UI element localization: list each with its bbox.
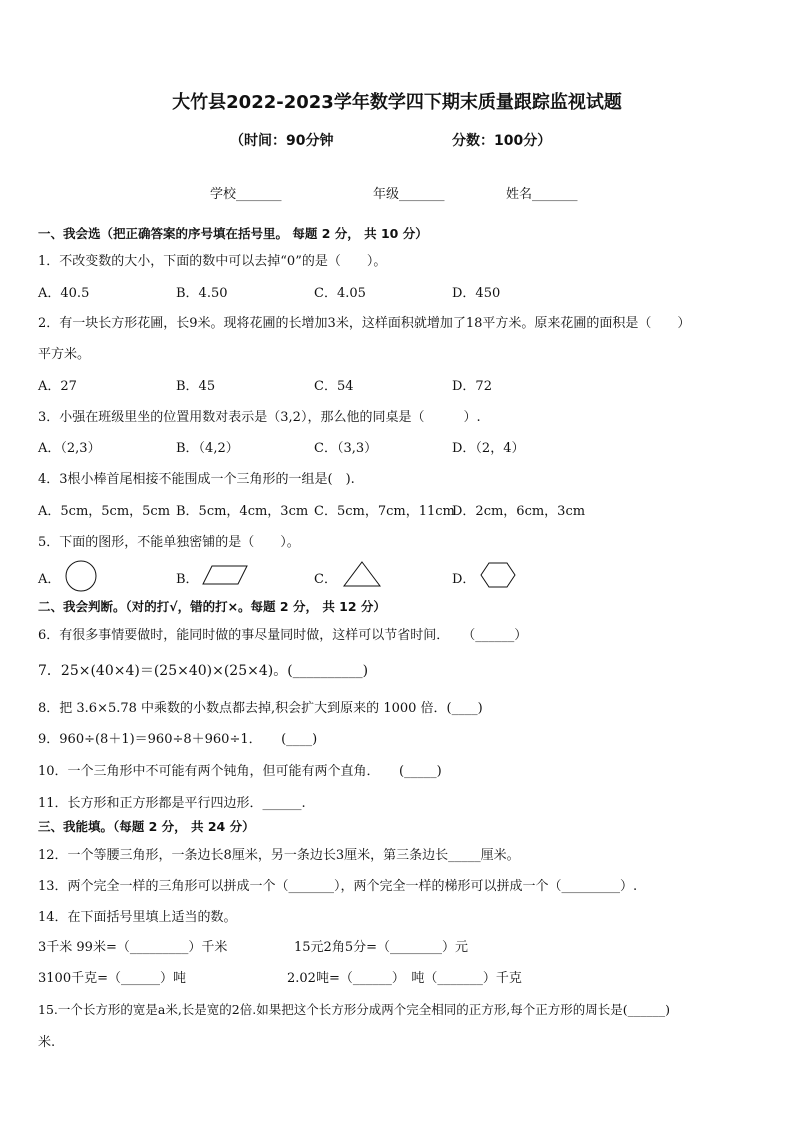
- q2-option-b[interactable]: B．45: [176, 379, 216, 394]
- question-2: 2．有一块长方形花圃，长9米。现将花圃的长增加3米，这样面积就增加了18平方米。原来花圃的面积是（ ）: [38, 316, 691, 331]
- question-15-cont: 米.: [38, 1035, 56, 1050]
- q5-option-c[interactable]: C．: [314, 572, 337, 587]
- q3-option-c[interactable]: C．（3,3）: [314, 441, 378, 456]
- section3-heading: 三、我能填。（每题 2 分， 共 24 分）: [38, 819, 255, 834]
- exam-time: （时间：90分钟: [230, 133, 334, 149]
- q3-option-a[interactable]: A．（2,3）: [38, 441, 101, 456]
- hexagon-shape: [480, 562, 516, 588]
- q1-option-c[interactable]: C．4.05: [314, 286, 366, 301]
- question-4: 4．3根小棒首尾相接不能围成一个三角形的一组是( ).: [38, 472, 355, 487]
- exam-title: 大竹县2022-2023学年数学四下期末质量跟踪监视试题: [172, 92, 622, 113]
- triangle-shape: [342, 560, 382, 588]
- q5-option-a[interactable]: A．: [38, 572, 61, 587]
- q14-blank-a[interactable]: 3千米 99米=（_________）千米: [38, 940, 228, 955]
- q5-option-d[interactable]: D．: [452, 572, 476, 587]
- q2-option-c[interactable]: C．54: [314, 379, 354, 394]
- section2-heading: 二、我会判断。（对的打√，错的打×。每题 2 分， 共 12 分）: [38, 599, 386, 614]
- q1-option-a[interactable]: A．40.5: [38, 286, 90, 301]
- question-6: 6．有很多事情要做时，能同时做的事尽量同时做，这样可以节省时间． （______）: [38, 628, 528, 643]
- question-14: 14．在下面括号里填上适当的数。: [38, 910, 237, 925]
- circle-shape: [64, 559, 98, 593]
- q14-blank-d[interactable]: 2.02吨=（______） 吨（_______）千克: [287, 971, 522, 986]
- q2-option-a[interactable]: A．27: [38, 379, 77, 394]
- q14-blank-b[interactable]: 15元2角5分=（________）元: [294, 940, 468, 955]
- question-1: 1．不改变数的大小，下面的数中可以去掉“0”的是（ ）。: [38, 254, 387, 269]
- question-13: 13．两个完全一样的三角形可以拼成一个（_______），两个完全一样的梯形可以拼成一个（_________）.: [38, 879, 638, 894]
- q4-option-a[interactable]: A．5cm，5cm，5cm: [38, 504, 171, 519]
- question-12: 12．一个等腰三角形，一条边长8厘米，另一条边长3厘米，第三条边长_____厘米。: [38, 848, 520, 863]
- q3-option-d[interactable]: D．（2，4）: [452, 441, 525, 456]
- q4-option-c[interactable]: C．5cm，7cm，11cm: [314, 504, 455, 519]
- q3-option-b[interactable]: B．（4,2）: [176, 441, 239, 456]
- question-10: 10．一个三角形中不可能有两个钝角，但可能有两个直角． (_____): [38, 764, 442, 779]
- question-7: 7．25×(40×4)＝(25×40)×(25×4)。(__________): [38, 663, 369, 679]
- question-11: 11．长方形和正方形都是平行四边形．______.: [38, 796, 306, 811]
- q2-option-d[interactable]: D．72: [452, 379, 492, 394]
- question-8: 8．把 3.6×5.78 中乘数的小数点都去掉,积会扩大到原来的 1000 倍．(____): [38, 701, 483, 716]
- question-3: 3．小强在班级里坐的位置用数对表示是（3,2），那么他的同桌是（ ）.: [38, 410, 481, 425]
- school-field[interactable]: 学校_______: [210, 187, 282, 202]
- parallelogram-shape: [202, 564, 248, 586]
- exam-score: 分数：100分）: [452, 133, 552, 149]
- q1-option-d[interactable]: D．450: [452, 286, 501, 301]
- q1-option-b[interactable]: B．4.50: [176, 286, 228, 301]
- grade-field[interactable]: 年级_______: [373, 187, 445, 202]
- q4-option-d[interactable]: D．2cm，6cm，3cm: [452, 504, 586, 519]
- section1-heading: 一、我会选（把正确答案的序号填在括号里。 每题 2 分， 共 10 分）: [38, 226, 428, 241]
- question-5: 5．下面的图形，不能单独密铺的是（ ）。: [38, 535, 300, 550]
- q4-option-b[interactable]: B．5cm，4cm，3cm: [176, 504, 309, 519]
- question-9: 9．960÷(8＋1)＝960÷8＋960÷1． (____): [38, 732, 318, 747]
- q5-option-b[interactable]: B．: [176, 572, 199, 587]
- question-15: 15.一个长方形的宽是a米,长是宽的2倍.如果把这个长方形分成两个完全相同的正方形,每个正方形的周长是(______): [38, 1002, 670, 1017]
- q14-blank-c[interactable]: 3100千克=（______）吨: [38, 971, 186, 986]
- question-2-cont: 平方米。: [38, 347, 91, 362]
- name-field[interactable]: 姓名_______: [506, 187, 578, 202]
